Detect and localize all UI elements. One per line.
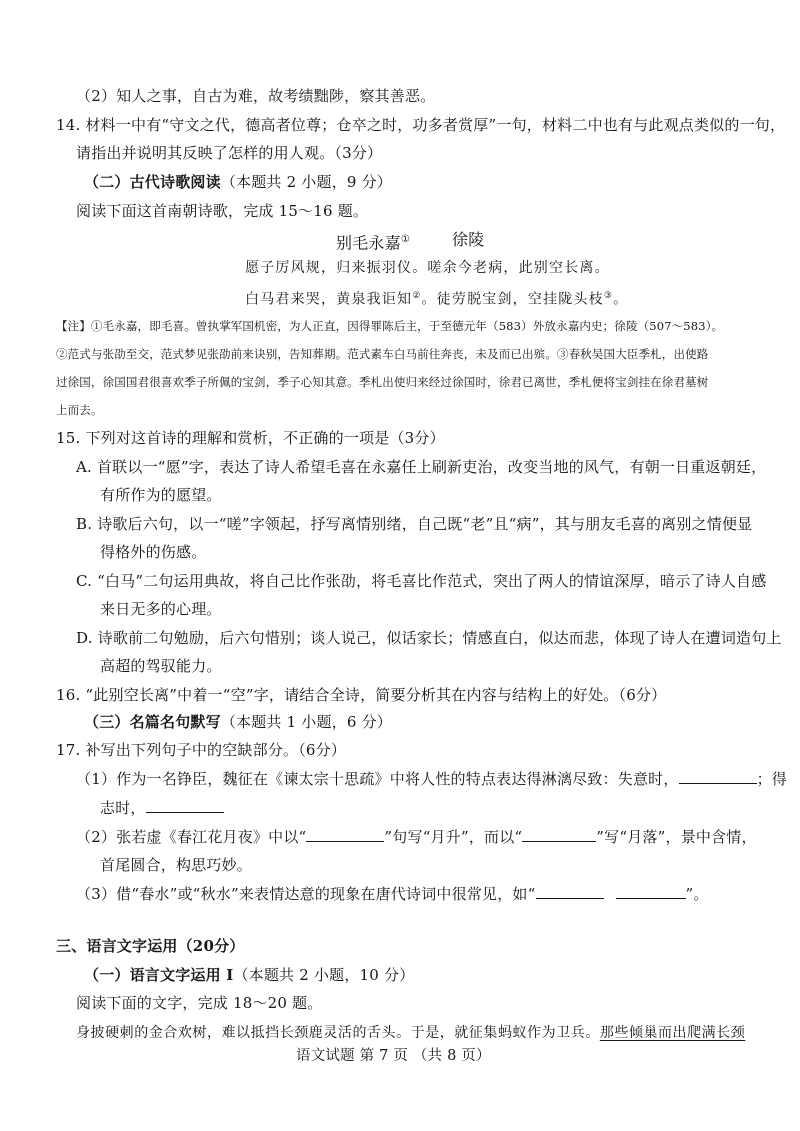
answer-blank-4[interactable] xyxy=(522,827,596,842)
passage-underlined-text: 那些倾巢而出爬满长颈 xyxy=(599,1025,746,1041)
poem-line-2-mark: ② xyxy=(412,291,422,301)
section-3-heading xyxy=(84,711,392,733)
question-17-1-text: （1）作为一名铮臣，魏征在《谏太宗十思疏》中将人性的特点表达得淋漓尽致：失意时， xyxy=(76,770,679,788)
sub-section-1-title: （一）语言文字运用 I xyxy=(84,966,234,984)
poem-line-1: 愿子厉风规，归来振羽仪。嗟余今老病，此别空长离。 xyxy=(245,260,610,276)
sub-section-1-note: （本题共 2 小题，10 分） xyxy=(233,966,415,984)
poem-line-2-part-1: 白马君来哭，黄泉我讵知 xyxy=(245,291,413,308)
poem-line-2-end: 。 xyxy=(613,291,629,308)
option-c-line-1: C. “白马”二句运用典故，将自己比作张劭，将毛喜比作范式，突出了两人的情谊深厚，暗示了诗人自感 xyxy=(76,572,767,590)
part-3-heading: 三、语言文字运用（20分） xyxy=(56,937,245,955)
reading-intro: 阅读下面的文字，完成 18～20 题。 xyxy=(76,994,323,1012)
passage-line-1 xyxy=(76,1022,745,1044)
poem-title-text: 别毛永嘉 xyxy=(336,233,401,253)
poem-note-line-4: 上而去。 xyxy=(56,403,103,417)
poem-intro: 阅读下面这首南朝诗歌，完成 15～16 题。 xyxy=(76,202,369,220)
question-17-1-line-2 xyxy=(100,797,224,819)
option-d-line-2: 高超的驾驭能力。 xyxy=(100,657,222,675)
question-17-2-line-1 xyxy=(76,826,757,848)
answer-blank-1[interactable] xyxy=(679,769,757,784)
poem-title-mark: ① xyxy=(400,234,410,245)
question-17-1-line-1 xyxy=(76,768,787,790)
section-2-title: （二）古代诗歌阅读 xyxy=(84,173,221,191)
question-14-line-2: 请指出并说明其反映了怎样的用人观。（3分） xyxy=(76,144,383,162)
question-14-line-1: 14. 材料一中有“守文之代，德高者位尊；仓卒之时，功多者赏厚”一句，材料二中也有与此观点类似的一句， xyxy=(56,116,786,134)
passage-text: 身披硬刺的金合欢树，难以抵挡长颈鹿灵活的舌头。于是，就征集蚂蚁作为卫兵。 xyxy=(76,1025,600,1041)
option-a-line-2: 有所作为的愿望。 xyxy=(100,486,222,504)
poem-line-2-part-2: 。徒劳脱宝剑，空挂陇头枝 xyxy=(421,291,604,308)
question-15: 15. 下列对这首诗的理解和赏析，不正确的一项是（3分） xyxy=(56,429,445,447)
section-3-title: （三）名篇名句默写 xyxy=(84,713,221,731)
option-c-line-2: 来日无多的心理。 xyxy=(100,600,222,618)
section-2-heading xyxy=(84,171,392,193)
poem-note-line-1: 【注】①毛永嘉，即毛喜。曾执掌军国机密，为人正直，因得罪陈后主，于至德元年（583）外放永嘉内史；徐陵（507～583）。 xyxy=(56,319,724,333)
question-17-3-pre: （3）借“春水”或“秋水”来表情达意的现象在唐代诗词中很常见，如“ xyxy=(76,885,536,903)
question-17: 17. 补写出下列句子中的空缺部分。（6分） xyxy=(56,741,347,759)
question-17-1-cont: 志时， xyxy=(100,799,146,817)
answer-blank-5[interactable] xyxy=(536,884,604,899)
question-17-3-end: ”。 xyxy=(685,885,709,903)
option-a-line-1: A. 首联以一“愿”字，表达了诗人希望毛喜在永嘉任上刷新吏治，改变当地的风气，有朝一日重返朝廷， xyxy=(76,458,767,476)
question-17-2-end: ”写“月落”，景中含情， xyxy=(596,828,757,846)
poem-line-2-mark-2: ③ xyxy=(603,291,614,301)
poem-note-line-2: ②范式与张劭至交，范式梦见张劭前来诀别，告知葬期。范式素车白马前往奔丧，未及而已出殡。③春秋吴国大臣季札，出使路 xyxy=(56,347,709,361)
section-2-note: （本题共 2 小题，9 分） xyxy=(220,173,393,191)
option-d-line-1: D. 诗歌前二句勉励，后六句惜别；谈人说己，似话家长；情感直白，似达而悲，体现了诗人在遭词造句上 xyxy=(76,629,782,647)
question-17-1-end: ；得 xyxy=(756,770,787,788)
poem-title xyxy=(336,229,410,254)
question-17-2-line-2: 首尾圆合，构思巧妙。 xyxy=(100,856,253,874)
sub-section-1-heading xyxy=(84,964,414,986)
answer-blank-3[interactable] xyxy=(306,827,384,842)
answer-blank-2[interactable] xyxy=(146,798,224,813)
question-16: 16. “此别空长离”中着一“空”字，请结合全诗，简要分析其在内容与结构上的好处。（6分） xyxy=(56,686,667,704)
poem-author: 徐陵 xyxy=(452,230,485,249)
question-17-2-pre: （2）张若虚《春江花月夜》中以“ xyxy=(76,828,307,846)
question-17-2-mid: ”句写“月升”，而以“ xyxy=(384,828,523,846)
question-17-3 xyxy=(76,883,709,905)
poem-line-2 xyxy=(245,285,628,311)
section-3-note: （本题共 1 小题，6 分） xyxy=(220,713,393,731)
page-footer: 语文试题 第 7 页 （共 8 页） xyxy=(296,1048,491,1064)
option-b-line-2: 得格外的伤感。 xyxy=(100,543,207,561)
option-b-line-1: B. 诗歌后六句，以一“嗟”字领起，抒写离情别绪，自己既“老”且“病”，其与朋友毛喜的离别之情便显 xyxy=(76,515,753,533)
answer-blank-6[interactable] xyxy=(616,884,686,899)
poem-note-line-3: 过徐国，徐国国君很喜欢季子所佩的宝剑，季子心知其意。季札出使归来经过徐国时，徐君已离世，季札便将宝剑挂在徐君墓树 xyxy=(56,375,709,389)
question-13-2: （2）知人之事，自古为难，故考绩黜陟，察其善恶。 xyxy=(76,87,436,105)
